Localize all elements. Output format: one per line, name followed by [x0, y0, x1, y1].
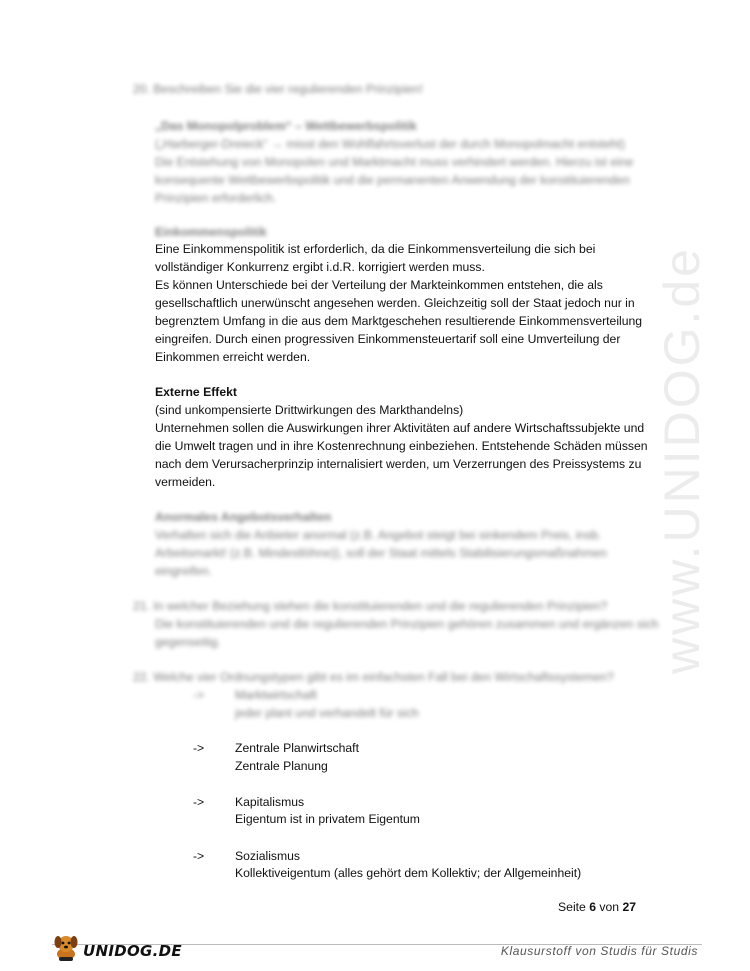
- einkommen-line: Eine Einkommenspolitik ist erforderlich, da die Einkommensverteilung die sich bei: [155, 242, 596, 256]
- list-item-desc: jeder plant und verhandelt für sich: [235, 706, 419, 720]
- externe-line: nach dem Verursacherprinzip internalisiert werden, um Verzerrungen des Preissystems zu: [155, 457, 642, 471]
- monopol-line: („Harberger-Dreieck“ → misst den Wohlfahrtsverlust der durch Monopolmacht entsteht): [155, 137, 625, 151]
- einkommen-line: Einkommen erreicht werden.: [155, 350, 311, 364]
- monopol-line: Die Entstehung von Monopolen und Marktmacht muss verhindert werden. Hierzu ist eine: [155, 155, 634, 169]
- logo-text: UNIDOG.DE: [83, 942, 182, 960]
- footer-tagline: Klausurstoff von Studis für Studis: [500, 944, 698, 958]
- list-item-desc: Eigentum ist in privatem Eigentum: [235, 812, 420, 826]
- anomal-line: eingreifen.: [155, 564, 212, 578]
- einkommen-line: gesellschaftlich unerwünscht angesehen werden. Gleichzeitig soll der Staat jedoch nur in: [155, 296, 635, 310]
- einkommen-line: eingreifen. Durch einen progressiven Einkommensteuertarif soll eine Umverteilung der: [155, 332, 621, 346]
- externe-line: vermeiden.: [155, 475, 216, 489]
- monopol-line: konsequente Wettbewerbspolitik und die permanenten Anwendung der konstituierenden: [155, 173, 630, 187]
- q21-line: Die konstituierenden und die regulierenden Prinzipien gehören zusammen und ergänzen sich: [155, 617, 659, 631]
- einkommen-line: begrenztem Umfang in die aus dem Marktgeschehen resultierende Einkommensverteilung: [155, 314, 643, 328]
- externe-line: (sind unkompensierte Drittwirkungen des Markthandelns): [155, 403, 464, 417]
- anomal-line: Arbeitsmarkt! (z.B. Mindestlöhne)), soll der Staat mittels Stabilisierungsmaßnahmen: [155, 546, 607, 560]
- q21-line: gegenseitig.: [155, 635, 221, 649]
- list-arrow: ->: [193, 741, 205, 755]
- anomal-heading: Anormales Angebotsverhalten: [155, 510, 332, 524]
- externe-line: die Umwelt tragen und in ihre Kostenrechnung einbeziehen. Entstehende Schäden müssen: [155, 439, 648, 453]
- page-prefix: Seite: [558, 900, 586, 914]
- page-total: 27: [622, 900, 636, 914]
- question-20: 20. Beschreiben Sie die vier regulierenden Prinzipien!: [133, 82, 423, 96]
- page-current: 6: [589, 900, 596, 914]
- externe-heading: Externe Effekt: [155, 385, 237, 399]
- list-arrow: ->: [193, 688, 205, 702]
- list-item-desc: Kollektiveigentum (alles gehört dem Kollektiv; der Allgemeinheit): [235, 866, 582, 880]
- einkommen-line: vollständiger Konkurrenz ergibt i.d.R. korrigiert werden muss.: [155, 260, 485, 274]
- anomal-line: Verhalten sich die Anbieter anormal (z.B. Angebot steigt bei sinkendem Preis, insb.: [155, 528, 602, 542]
- monopol-line: Prinzipien erforderlich.: [155, 191, 277, 205]
- einkommen-heading: Einkommenspolitik: [155, 225, 267, 239]
- list-item-title: Kapitalismus: [235, 795, 305, 809]
- list-item-desc: Zentrale Planung: [235, 759, 328, 773]
- list-item-title: Zentrale Planwirtschaft: [235, 741, 359, 755]
- list-item-title: Marktwirtschaft: [235, 688, 317, 702]
- list-item-title: Sozialismus: [235, 849, 301, 863]
- page-middle: von: [599, 900, 620, 914]
- list-arrow: ->: [193, 849, 205, 863]
- footer-logo: [50, 928, 182, 962]
- monopol-heading: „Das Monopolproblem“ – Wettbewerbspolitik: [155, 119, 417, 133]
- question-21: 21. In welcher Beziehung stehen die konstituierenden und die regulierenden Prinzipien?: [133, 599, 608, 613]
- page-number: [558, 898, 636, 916]
- dog-mascot-icon: [50, 932, 82, 962]
- watermark-text: www.UNIDOG.de: [654, 246, 710, 674]
- question-22: 22. Welche vier Ordnungstypen gibt es im einfachsten Fall bei den Wirtschaftssystemen?: [133, 670, 614, 684]
- einkommen-line: Es können Unterschiede bei der Verteilung der Markteinkommen entstehen, die als: [155, 278, 603, 292]
- externe-line: Unternehmen sollen die Auswirkungen ihrer Aktivitäten auf andere Wirtschaftssubjekte und: [155, 421, 645, 435]
- list-arrow: ->: [193, 795, 205, 809]
- watermark: [652, 246, 712, 674]
